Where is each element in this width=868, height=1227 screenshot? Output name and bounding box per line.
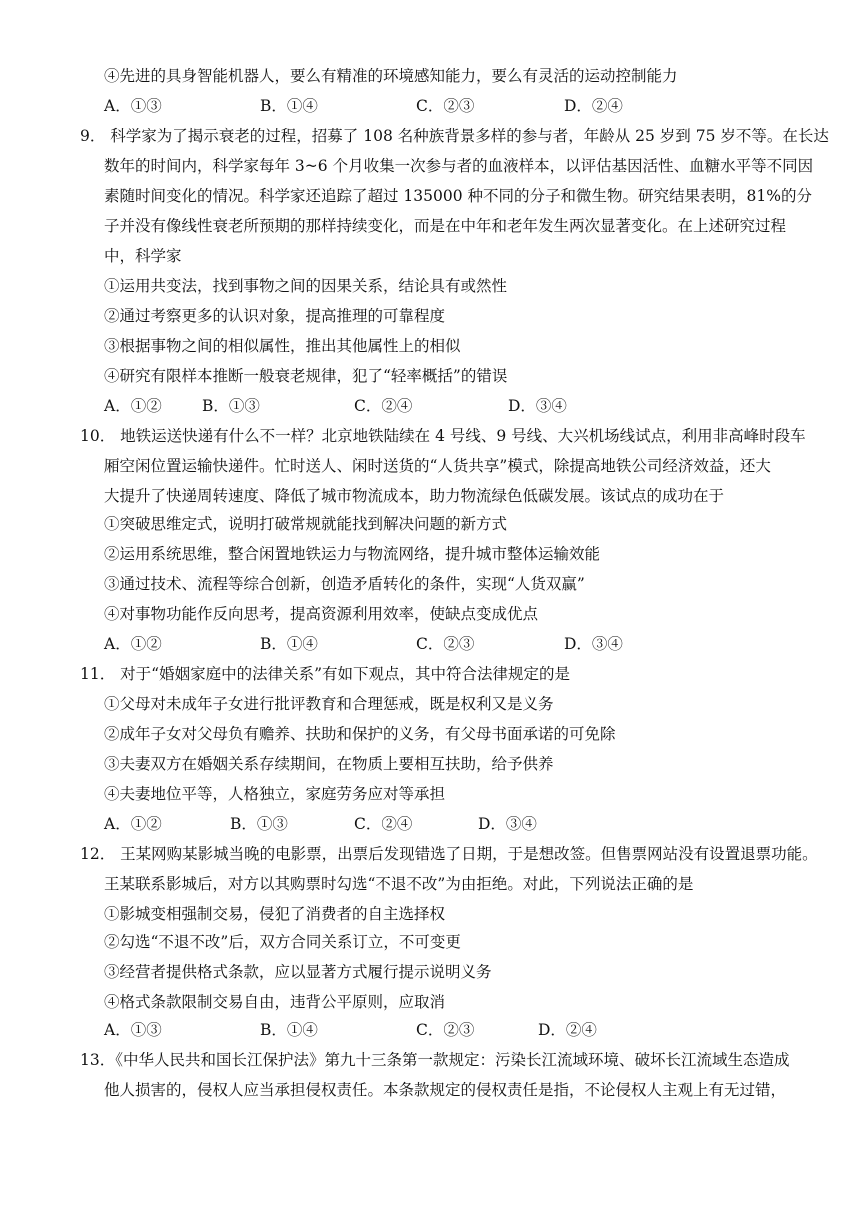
option-a: A．①② xyxy=(104,397,162,415)
option-d: D．②④ xyxy=(538,1021,597,1039)
question-9-statement-4: ④研究有限样本推断一般衰老规律，犯了“轻率概括”的错误 xyxy=(104,367,508,385)
question-10-statement-2: ②运用系统思维，整合闲置地铁运力与物流网络，提升城市整体运输效能 xyxy=(104,545,601,563)
question-10-stem-line: 厢空闲位置运输快递件。忙时送人、闲时送货的“人货共享”模式，除提高地铁公司经济效益，还大 xyxy=(104,457,771,475)
option-a: A．①③ xyxy=(104,97,162,115)
question-9-stem-line: 中，科学家 xyxy=(104,247,182,265)
question-9-statement-1: ①运用共变法，找到事物之间的因果关系，结论具有或然性 xyxy=(104,277,508,295)
question-11-statement-4: ④夫妻地位平等，人格独立，家庭劳务应对等承担 xyxy=(104,785,446,803)
question-10-stem-line: 10． 地铁运送快递有什么不一样？北京地铁陆续在 4 号线、9 号线、大兴机场线试点，利用非高峰时段车 xyxy=(80,427,806,445)
question-13-stem-line: 13．《中华人民共和国长江保护法》第九十三条第一款规定：污染长江流域环境、破坏长江流域生态造成 xyxy=(80,1051,790,1069)
option-b: B．①④ xyxy=(260,635,318,653)
option-d: D．③④ xyxy=(508,397,567,415)
option-c: C．②③ xyxy=(416,1021,475,1039)
question-9-stem-line: 素随时间变化的情况。科学家还追踪了超过 135000 种不同的分子和微生物。研究结果表明，81%的分 xyxy=(104,187,812,205)
question-11-statement-2: ②成年子女对父母负有赡养、扶助和保护的义务，有父母书面承诺的可免除 xyxy=(104,725,616,743)
question-12-stem-line: 王某联系影城后，对方以其购票时勾选“不退不改”为由拒绝。对此，下列说法正确的是 xyxy=(104,875,694,893)
lead-statement-4: ④先进的具身智能机器人，要么有精准的环境感知能力，要么有灵活的运动控制能力 xyxy=(104,67,678,85)
option-a: A．①② xyxy=(104,815,162,833)
option-b: B．①④ xyxy=(260,1021,318,1039)
question-12-statement-4: ④格式条款限制交易自由，违背公平原则，应取消 xyxy=(104,993,446,1011)
question-10-options xyxy=(104,634,724,654)
option-a: A．①② xyxy=(104,635,162,653)
question-12-statement-1: ①影城变相强制交易，侵犯了消费者的自主选择权 xyxy=(104,905,446,923)
question-10-statement-1: ①突破思维定式，说明打破常规就能找到解决问题的新方式 xyxy=(104,515,508,533)
option-c: C．②④ xyxy=(354,815,413,833)
question-11-statement-3: ③夫妻双方在婚姻关系存续期间，在物质上要相互扶助，给予供养 xyxy=(104,755,554,773)
option-d: D．②④ xyxy=(564,97,623,115)
question-12-options xyxy=(104,1020,724,1040)
question-11-statement-1: ①父母对未成年子女进行批评教育和合理惩戒，既是权利又是义务 xyxy=(104,695,554,713)
question-10-statement-4: ④对事物功能作反向思考，提高资源利用效率，使缺点变成优点 xyxy=(104,605,539,623)
option-b: B．①③ xyxy=(202,397,260,415)
question-11-options xyxy=(104,814,724,834)
question-9-stem-line: 9． 科学家为了揭示衰老的过程，招募了 108 名种族背景多样的参与者，年龄从 25 岁到 75 岁不等。在长达 xyxy=(80,127,829,145)
question-9-options xyxy=(104,396,724,416)
option-c: C．②③ xyxy=(416,635,475,653)
question-9-stem-line: 数年的时间内，科学家每年 3~6 个月收集一次参与者的血液样本，以评估基因活性、血糖水平等不同因 xyxy=(104,157,814,175)
question-12-statement-2: ②勾选“不退不改”后，双方合同关系订立，不可变更 xyxy=(104,933,461,951)
question-9-statement-2: ②通过考察更多的认识对象，提高推理的可靠程度 xyxy=(104,307,446,325)
question-12-statement-3: ③经营者提供格式条款，应以显著方式履行提示说明义务 xyxy=(104,963,492,981)
question-9-stem-line: 子并没有像线性衰老所预期的那样持续变化，而是在中年和老年发生两次显著变化。在上述研究过程 xyxy=(104,217,787,235)
question-9-statement-3: ③根据事物之间的相似属性，推出其他属性上的相似 xyxy=(104,337,461,355)
question-10-stem-line: 大提升了快递周转速度、降低了城市物流成本，助力物流绿色低碳发展。该试点的成功在于 xyxy=(104,487,725,505)
question-12-stem-line: 12． 王某网购某影城当晚的电影票，出票后发现错选了日期，于是想改签。但售票网站没有设置退票功能。 xyxy=(80,845,818,863)
option-d: D．③④ xyxy=(478,815,537,833)
option-c: C．②④ xyxy=(354,397,413,415)
option-b: B．①③ xyxy=(230,815,288,833)
option-a: A．①③ xyxy=(104,1021,162,1039)
question-10-statement-3: ③通过技术、流程等综合创新，创造矛盾转化的条件，实现“人货双赢” xyxy=(104,575,585,593)
option-d: D．③④ xyxy=(564,635,623,653)
lead-options xyxy=(104,96,724,116)
option-c: C．②③ xyxy=(416,97,475,115)
option-b: B．①④ xyxy=(260,97,318,115)
question-13-stem-line: 他人损害的，侵权人应当承担侵权责任。本条款规定的侵权责任是指，不论侵权人主观上有无过错， xyxy=(104,1081,787,1099)
question-11-stem-line: 11． 对于“婚姻家庭中的法律关系”有如下观点，其中符合法律规定的是 xyxy=(80,665,571,683)
